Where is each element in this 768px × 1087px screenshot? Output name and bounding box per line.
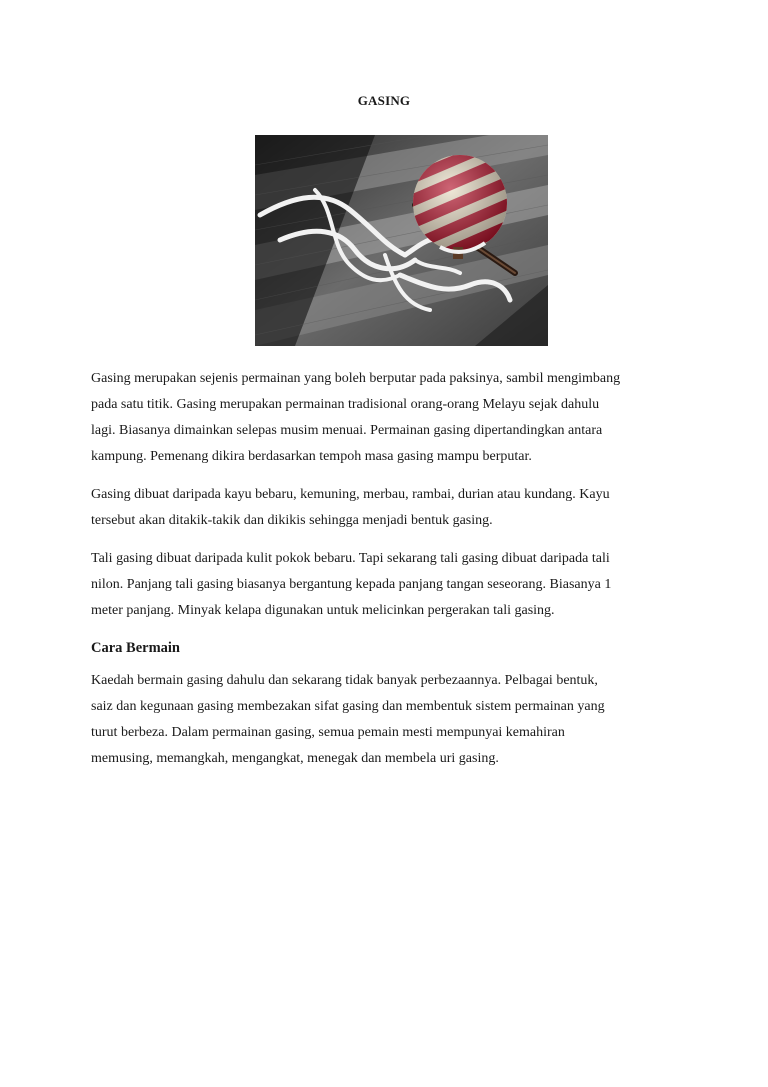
text-line: lagi. Biasanya dimainkan selepas musim menuai. Permainan gasing dipertandingkan antara	[91, 423, 603, 438]
paragraph-material	[91, 482, 691, 534]
text-line: meter panjang. Minyak kelapa digunakan untuk melicinkan pergerakan tali gasing.	[91, 603, 555, 618]
text-line: tersebut akan ditakik-takik dan dikikis sehingga menjadi bentuk gasing.	[91, 513, 493, 528]
text-line: saiz dan kegunaan gasing membezakan sifat gasing dan membentuk sistem permainan yang	[91, 699, 605, 714]
paragraph-how-to-play	[91, 668, 691, 772]
page-title: GASING	[357, 93, 411, 108]
text-line: nilon. Panjang tali gasing biasanya bergantung kepada panjang tangan seseorang. Biasanya 1	[91, 577, 612, 592]
document-body	[91, 366, 691, 772]
text-line: memusing, memangkah, mengangkat, menegak dan membela uri gasing.	[91, 751, 499, 766]
text-line: Gasing merupakan sejenis permainan yang boleh berputar pada paksinya, sambil mengimbang	[91, 371, 621, 386]
paragraph-intro	[91, 366, 691, 470]
paragraph-rope	[91, 546, 691, 624]
text-line: Gasing dibuat daripada kayu bebaru, kemuning, merbau, rambai, durian atau kundang. Kayu	[91, 487, 610, 502]
text-line: kampung. Pemenang dikira berdasarkan tempoh masa gasing mampu berputar.	[91, 449, 532, 464]
text-line: turut berbeza. Dalam permainan gasing, semua pemain mesti mempunyai kemahiran	[91, 725, 565, 740]
gasing-photo	[255, 135, 548, 346]
text-line: Kaedah bermain gasing dahulu dan sekarang tidak banyak perbezaannya. Pelbagai bentuk,	[91, 673, 598, 688]
text-line: pada satu titik. Gasing merupakan permainan tradisional orang-orang Melayu sejak dahulu	[91, 397, 600, 412]
section-heading: Cara Bermain	[91, 640, 180, 656]
text-line: Tali gasing dibuat daripada kulit pokok bebaru. Tapi sekarang tali gasing dibuat daripada tali	[91, 551, 610, 566]
